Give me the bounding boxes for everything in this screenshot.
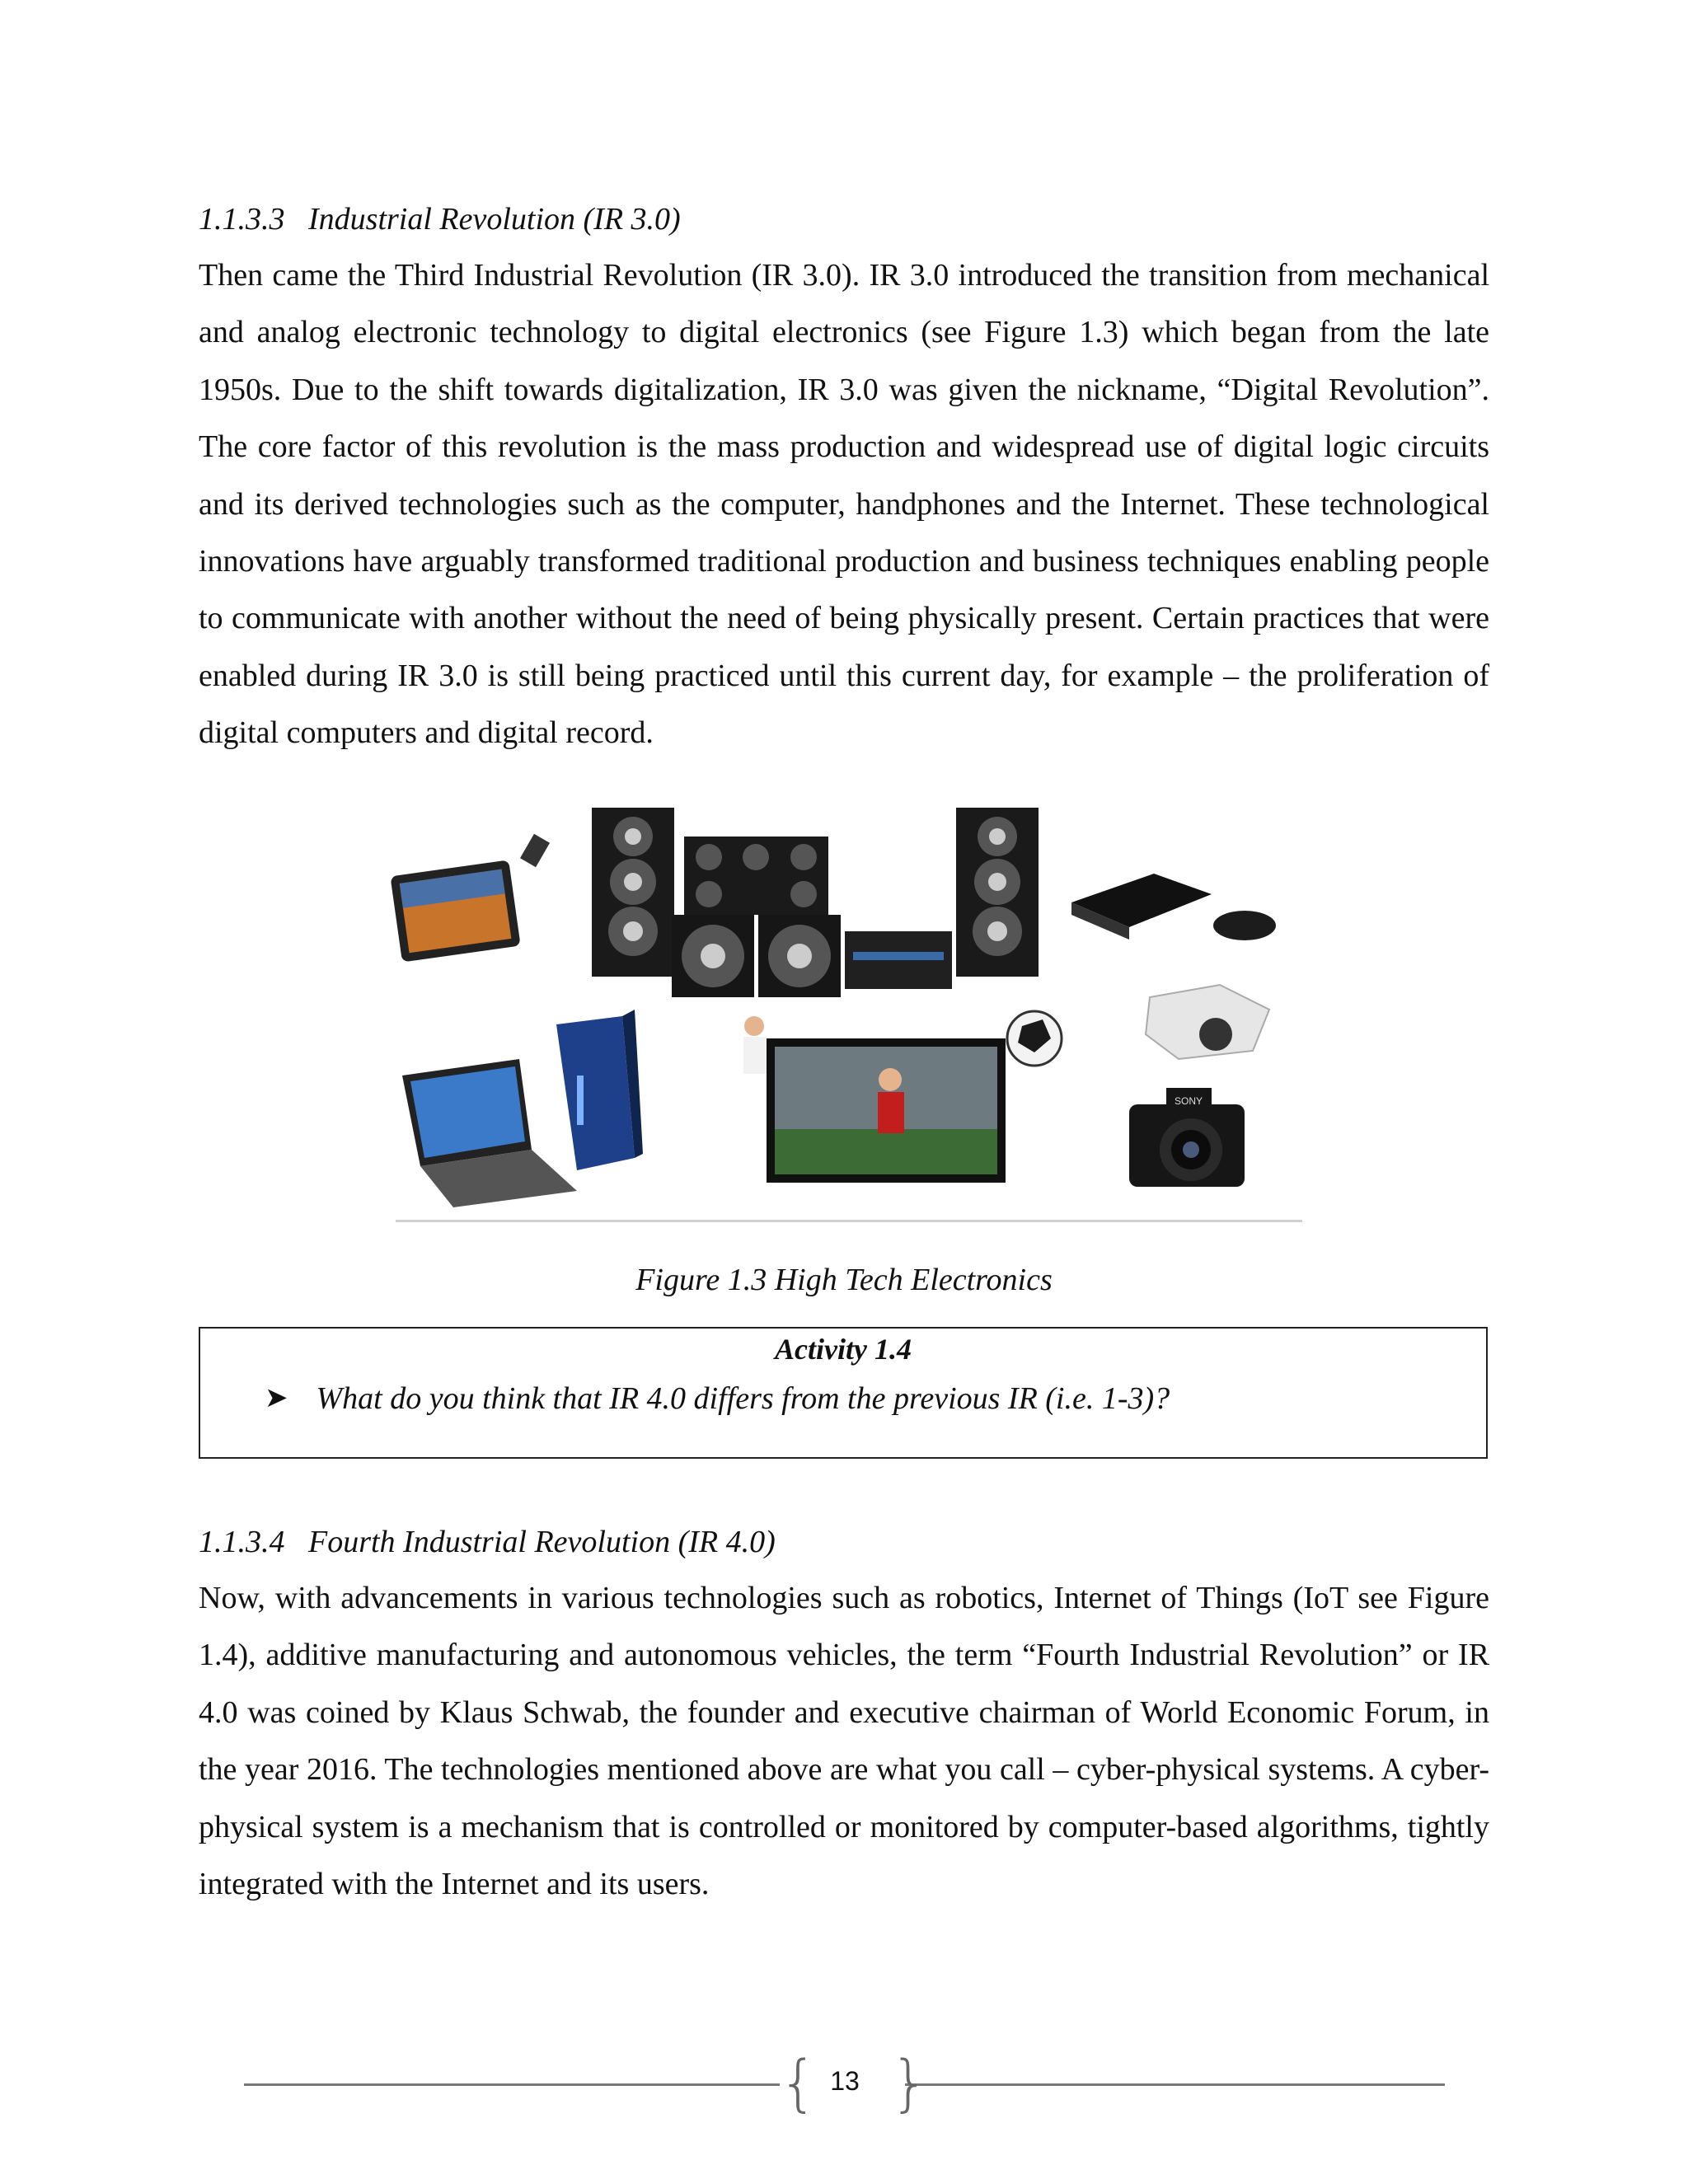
activity-title: Activity 1.4: [775, 1333, 912, 1366]
speaker-system-icon: [592, 808, 1039, 997]
activity-question: [265, 1378, 1170, 1419]
camera-icon: [1129, 1088, 1245, 1187]
paragraph-ir4: Now, with advancements in various technologies such as robotics, Internet of Things (IoT see Figure 1.4), additive manufacturing and autonomous vehicles, the term “Fourth Industrial Revolution” or IR 4.0 was coined by Klaus Schwab, the founder and executive chairman of World Economic Forum, in the year 2016. The technologies mentioned above are what you call – cyber-physical systems. A cyber-physical system is a mechanism that is controlled or monitored by computer-based algorithms, tightly integrated with the Internet and its users.: [199, 1581, 1489, 1902]
television-icon: [743, 1016, 1006, 1183]
section-heading-ir3: 1.1.3.3 Industrial Revolution (IR 3.0): [199, 202, 681, 237]
page-number: 13: [830, 2066, 860, 2096]
desktop-tower-icon: [556, 1010, 643, 1170]
activity-question-text: What do you think that IR 4.0 differs from the previous IR (i.e. 1-3)?: [316, 1381, 1170, 1416]
laptop-icon: [402, 1059, 577, 1207]
footer-line-left: [244, 2083, 780, 2086]
figure-caption: Figure 1.3 High Tech Electronics: [635, 1263, 1053, 1297]
right-brace-icon: }: [890, 2048, 930, 2119]
soccer-ball-icon: [1007, 1011, 1062, 1066]
figure-baseline: [396, 1220, 1302, 1222]
section-heading-ir4: 1.1.3.4 Fourth Industrial Revolution (IR 4.0): [199, 1525, 776, 1559]
footer-line-right: [905, 2083, 1445, 2086]
paragraph-ir3: Then came the Third Industrial Revolution (IR 3.0). IR 3.0 introduced the transition from mechanical and analog electronic technology to digital electronics (see Figure 1.3) which began from the late 1950s. Due to the shift towards digitalization, IR 3.0 was given the nickname, “Digital Revolution”. The core factor of this revolution is the mass production and widespread use of digital logic circuits and its derived technologies such as the computer, handphones and the Internet. These technological innovations have arguably transformed traditional production and business techniques enabling people to communicate with another without the need of being physically present. Certain practices that were enabled during IR 3.0 is still being practiced until this current day, for example – the proliferation of digital computers and digital record.: [199, 258, 1489, 751]
figure-high-tech-electronics: [387, 804, 1302, 1224]
left-brace-icon: {: [779, 2048, 818, 2119]
tablet-icon: [390, 834, 550, 963]
camera-brand-label: SONY: [1175, 1095, 1203, 1107]
arrow-bullet-icon: ➤: [265, 1383, 288, 1413]
projector-icon: [1146, 985, 1269, 1059]
game-console-icon: [1071, 874, 1276, 940]
activity-box: [199, 1327, 1488, 1459]
